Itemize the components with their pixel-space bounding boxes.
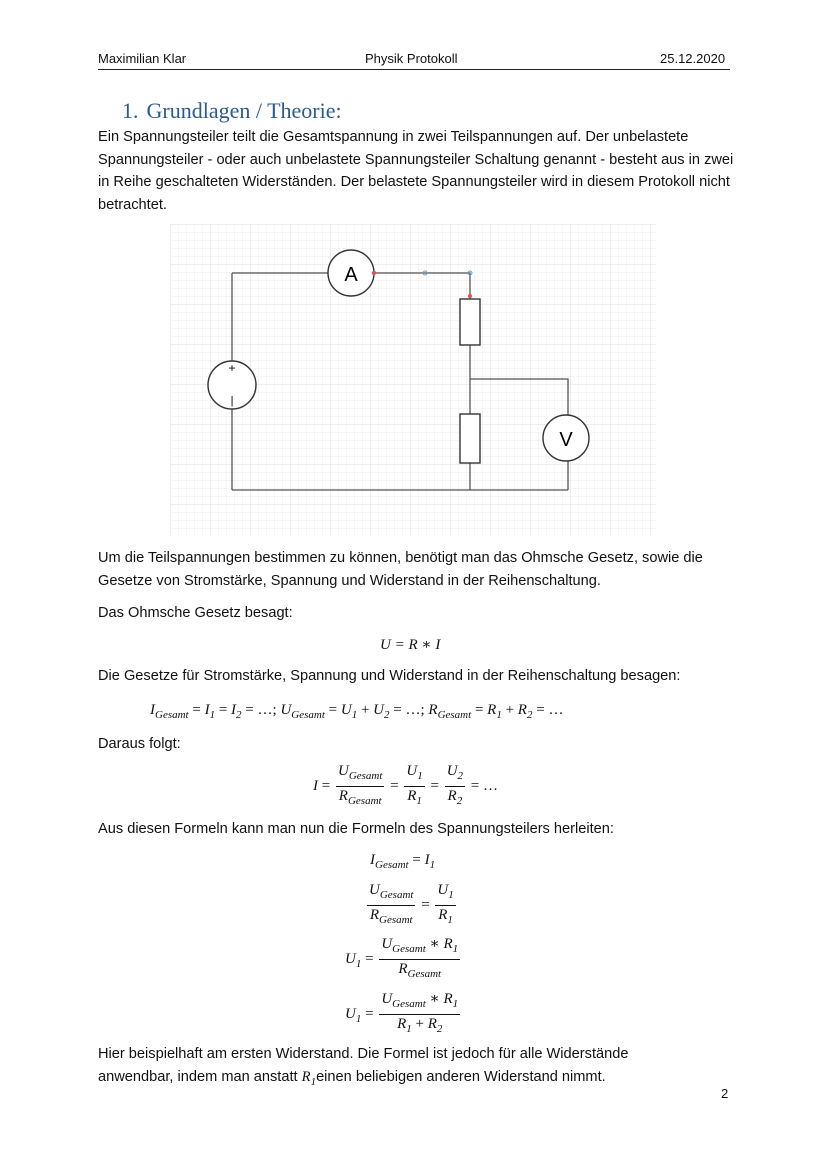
page-number: 2 [721,1086,729,1101]
source-plus-label: + [228,361,236,375]
paragraph-teilspannungen: Um die Teilspannungen bestimmen zu können, benötigt man das Ohmsche Gesetz, sowie die Gesetze von Stromstärke, Spannung und Widerstand in der Reihenschaltung. [98,550,703,589]
formula-derivation-1: $I_{Gesamt} = I_1$ [370,852,436,871]
formula-derivation-3: $U_1$ = $\frac{U_{Gesamt} ∗ R_1}{R_{Gesamt}}$ [345,936,459,980]
formula-derivation-2: $\frac{U_{Gesamt}}{R_{Gesamt}}$ = $\frac{U_1}{R_1}$ [369,882,454,926]
ammeter-label: A [344,264,358,286]
ammeter [328,250,374,296]
formula-current: I = $\frac{U_{Gesamt}}{R_{Gesamt}}$ = $\frac{U_1}{R_1}$ = $\frac{U_2}{R_2}$ = … [313,763,499,807]
closing-line-1: Hier beispielhaft am ersten Widerstand. Die Formel ist jedoch für alle Widerstände [98,1046,629,1062]
header-rule [98,69,730,70]
resistor-1 [460,299,480,345]
paragraph-herleitung: Aus diesen Formeln kann man nun die Formeln des Spannungsteilers herleiten: [98,821,614,837]
header-title: Physik Protokoll [365,51,458,66]
closing-r1-symbol: $R_1$ [301,1068,317,1088]
intro-paragraph: Ein Spannungsteiler teilt die Gesamtspannung in zwei Teilspannungen auf. Der unbelastete Spannungsteiler - oder auch unbelastete Spannungsteiler Schaltung genannt - besteht aus in zwei in Reihe geschalteten Widerständen. Der belastete Spannungsteiler wird in diesem Protokoll nicht betrachtet. [98,129,734,213]
resistor-2 [460,414,480,463]
paragraph-ohm-intro: Das Ohmsche Gesetz besagt: [98,605,293,621]
junction-resistor [468,294,472,298]
section-heading [122,98,342,124]
formula-derivation-4: $U_1$ = $\frac{U_{Gesamt} ∗ R_1}{R_1 + R_2}$ [345,991,459,1035]
source-minus-label: | [230,395,234,407]
paragraph-closing [98,1043,738,1093]
voltmeter [543,415,589,461]
closing-line-2-post: einen beliebigen anderen Widerstand nimmt. [316,1068,606,1085]
formula-ohm: U = R ∗ I [380,637,441,653]
voltage-source [208,361,256,409]
closing-line-2-pre: anwendbar, indem man anstatt [98,1068,302,1085]
header-author: Maximilian Klar [98,51,187,66]
paragraph-daraus: Daraus folgt: [98,736,181,752]
section-number: 1. [122,98,139,123]
paragraph-series-laws: Die Gesetze für Stromstärke, Spannung und Widerstand in der Reihenschaltung besagen: [98,668,681,684]
section-title: Grundlagen / Theorie: [146,98,342,123]
voltmeter-label: V [559,429,573,451]
formula-series-laws: $I_{Gesamt} = I_1 = I_2$ = …; $U_{Gesamt} = U_1 + U_2$ = …; $R_{Gesamt} = R_1 + R_2$ = … [150,702,564,721]
circuit-diagram [170,224,656,536]
junction-ammeter [372,271,376,275]
header-date: 25.12.2020 [660,51,726,66]
